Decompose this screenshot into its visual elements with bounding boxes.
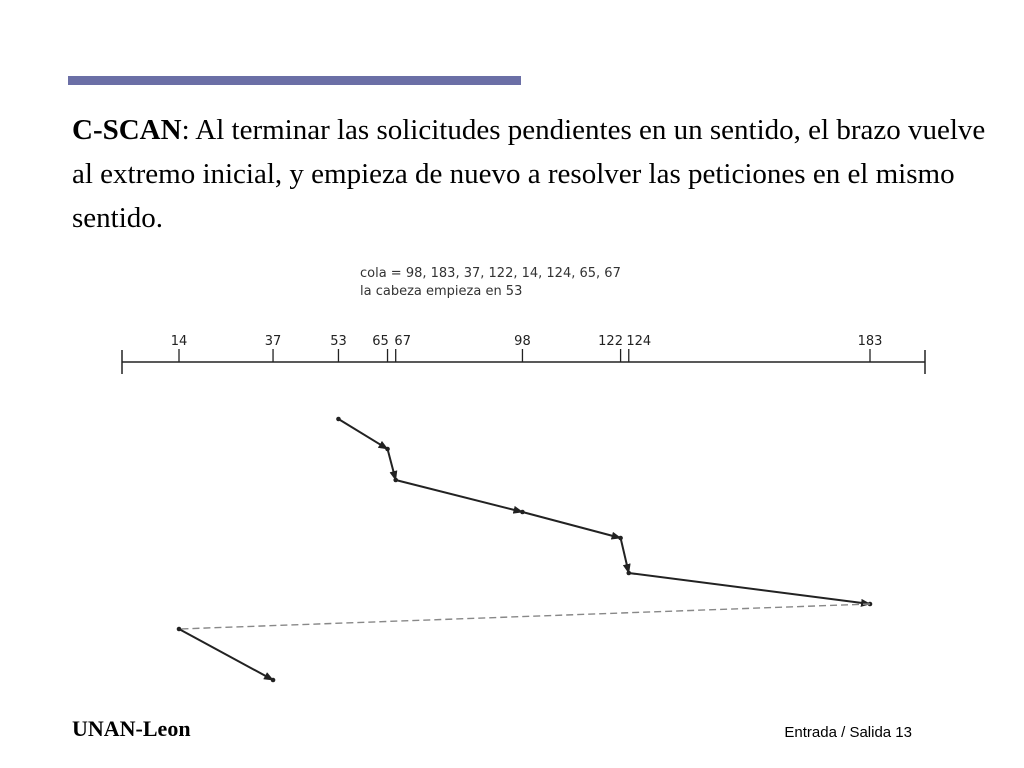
axis-tick-label-37: 37 [264,334,282,349]
path-segment-65-67 [388,449,396,480]
head-movement-path [177,417,873,683]
axis-tick-label-183: 183 [857,334,883,349]
axis-tick-label-124: 124 [626,334,652,349]
axis-ticks [171,334,883,362]
algorithm-term: C-SCAN [72,114,182,146]
axis-tick-label-122: 122 [598,334,623,349]
footer-institution: UNAN-Leon [72,716,191,741]
path-segment-122-124 [621,538,629,573]
start-caption: la cabeza empieza en 53 [360,284,523,299]
axis-tick-label-98: 98 [514,334,531,349]
path-segment-53-65 [338,419,387,449]
path-segment-98-122 [522,512,620,538]
axis-tick-label-67: 67 [394,334,411,349]
footer-slide-info: Entrada / Salida 13 [784,724,912,741]
path-segment-14-37 [179,629,273,680]
path-segment-124-183 [629,573,870,604]
axis-tick-label-65: 65 [372,334,389,349]
queue-caption: cola = 98, 183, 37, 122, 14, 124, 65, 67 [360,266,621,281]
algorithm-description: : Al terminar las solicitudes pendientes en un sentido, el brazo vuelve al extremo inicial, y empieza de nuevo a resolver las peticiones en el mismo sentido. [72,114,986,234]
return-sweep-line [179,604,870,629]
path-point-37 [271,678,276,683]
axis-tick-label-14: 14 [170,334,188,349]
axis-tick-label-53: 53 [330,334,347,349]
path-segment-67-98 [396,480,523,512]
